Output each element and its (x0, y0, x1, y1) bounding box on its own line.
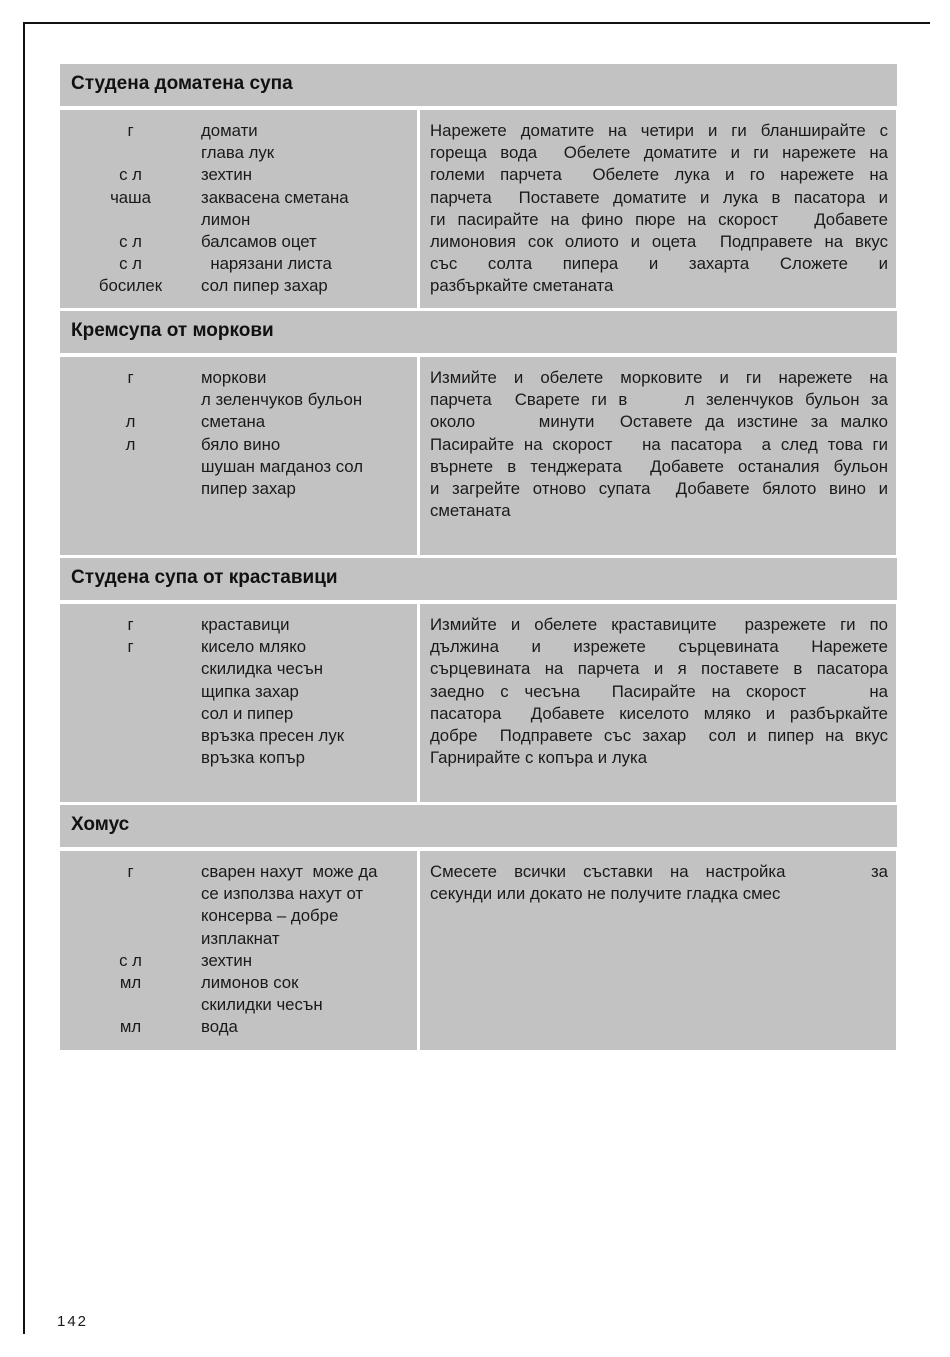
recipe-title: Студена доматена супа (60, 64, 897, 106)
ingredient-row (60, 905, 417, 927)
instruction-line: добре Подправете със захар сол и пипер на вкус (430, 725, 888, 745)
instruction-line: Гарнирайте с копъра и лука (430, 748, 648, 768)
instruction-line: дължина и изрежете сърцевината Нарежете (430, 637, 888, 657)
ingredient-row (60, 411, 417, 433)
instruction-line: Смесете всички съставки на настройка за (430, 862, 888, 881)
instruction-line: секунди или докато не получите гладка смес (430, 884, 781, 904)
recipe-carrot-cream-soup (60, 311, 897, 555)
recipe-body (60, 110, 897, 308)
ingredient-quantity (60, 456, 201, 478)
ingredients-list (60, 110, 417, 308)
ingredient-name: пипер захар (201, 478, 296, 498)
recipe-body (60, 357, 897, 555)
instructions-text (420, 604, 896, 802)
ingredient-name: сметана (201, 412, 266, 432)
ingredient-row (60, 658, 417, 680)
ingredient-row (60, 972, 417, 994)
ingredient-name: заквасена сметана (201, 187, 349, 207)
ingredient-name: краставици (201, 615, 290, 634)
ingredient-quantity: босилек (98, 276, 163, 296)
recipe-title: Студена супа от краставици (60, 558, 897, 600)
ingredient-quantity (60, 883, 201, 905)
instruction-line: върнете в тенджерата Добавете останалия бульон (430, 456, 888, 476)
ingredient-name: връзка копър (201, 748, 305, 768)
page-frame-top-border (24, 22, 930, 24)
ingredient-row (60, 120, 417, 142)
ingredient-name: изплакнат (201, 928, 280, 948)
instruction-line: парчета Поставете доматите и лука в пасатора и (430, 187, 888, 207)
ingredient-quantity: г (127, 121, 134, 140)
ingredient-row (60, 187, 417, 209)
ingredient-name: глава лук (201, 143, 275, 163)
ingredient-quantity: чаша (110, 187, 151, 207)
ingredient-name: консерва – добре (201, 906, 339, 926)
instruction-line: Нарежете доматите на четири и ги бланширайте с (430, 121, 888, 140)
ingredient-quantity: с л (119, 231, 142, 251)
ingredient-name: бяло вино (201, 434, 281, 454)
ingredient-name: нарязани листа (201, 254, 332, 274)
ingredient-name: се използва нахут от (201, 884, 364, 904)
instruction-line: Пасирайте на скорост на пасатора а след това ги (430, 434, 888, 454)
ingredient-quantity (60, 725, 201, 747)
ingredient-quantity (60, 928, 201, 950)
page-frame-left-border (23, 22, 25, 1334)
instruction-line: около минути Оставете да изстине за малко (430, 412, 888, 432)
instructions-text (420, 851, 896, 1050)
instruction-line: заедно с чесъна Пасирайте на скорост на (430, 681, 888, 701)
ingredient-name: шушан магданоз сол (201, 456, 364, 476)
ingredient-name: скилидка чесън (201, 659, 323, 679)
ingredient-row (60, 725, 417, 747)
ingredient-quantity (60, 209, 201, 231)
ingredient-name: л зеленчуков бульон (201, 390, 363, 410)
ingredient-row (60, 231, 417, 253)
ingredient-row (60, 636, 417, 658)
ingredient-quantity (60, 905, 201, 927)
recipe-cold-tomato-soup (60, 64, 897, 308)
ingredient-name: лимонов сок (201, 972, 299, 992)
ingredient-quantity (60, 747, 201, 769)
ingredient-name: щипка захар (201, 681, 299, 701)
ingredient-row (60, 994, 417, 1016)
ingredient-name: сол пипер захар (201, 276, 328, 296)
ingredient-name: скилидки чесън (201, 995, 323, 1015)
ingredient-quantity: мл (119, 1017, 142, 1037)
ingredient-quantity: г (127, 637, 134, 657)
ingredient-quantity: мл (119, 972, 142, 992)
ingredient-name: лимон (201, 209, 251, 229)
ingredient-row (60, 747, 417, 769)
instructions-text (420, 110, 896, 308)
ingredient-name: вода (201, 1017, 238, 1037)
ingredient-row (60, 614, 417, 636)
recipe-cold-cucumber-soup (60, 558, 897, 802)
instruction-line: и загрейте отново супата Добавете бялото вино и (430, 478, 888, 498)
instruction-line: пасатора Добавете киселото мляко и разбъркайте (430, 703, 888, 723)
ingredient-name: зехтин (201, 950, 252, 970)
ingredient-quantity: с л (119, 165, 142, 185)
ingredient-row (60, 367, 417, 389)
ingredient-row (60, 1016, 417, 1038)
ingredient-row (60, 928, 417, 950)
recipe-body (60, 851, 897, 1050)
instructions-text (420, 357, 896, 555)
ingredient-quantity (60, 142, 201, 164)
instruction-line: ги пасирайте на фино пюре на скорост Добавете (430, 209, 888, 229)
ingredient-quantity: г (127, 615, 134, 634)
ingredient-row (60, 142, 417, 164)
instruction-line: гореща вода Обелете доматите и ги нарежете на (430, 143, 888, 163)
recipe-body (60, 604, 897, 802)
recipe-title: Хомус (60, 805, 897, 847)
instruction-line: сметаната (430, 501, 511, 521)
ingredient-name: кисело мляко (201, 637, 307, 657)
ingredient-row (60, 209, 417, 231)
recipe-hummus (60, 805, 897, 1050)
instruction-line: сърцевината на парчета и я поставете в пасатора (430, 659, 888, 679)
ingredient-name: връзка пресен лук (201, 725, 345, 745)
instruction-line: разбъркайте сметаната (430, 276, 614, 296)
ingredient-row (60, 456, 417, 478)
ingredient-row (60, 275, 417, 297)
ingredient-name: сварен нахут може да (201, 862, 378, 881)
ingredient-quantity (60, 478, 201, 500)
ingredient-quantity: г (127, 862, 134, 881)
ingredient-quantity: л (125, 412, 136, 432)
ingredients-list (60, 851, 417, 1050)
instruction-line: Измийте и обелете морковите и ги нарежете на (430, 368, 888, 387)
ingredient-row (60, 703, 417, 725)
ingredient-name: балсамов оцет (201, 231, 317, 251)
instruction-line: лимоновия сок олиото и оцета Подправете на вкус (430, 231, 888, 251)
ingredient-row (60, 478, 417, 500)
ingredient-quantity: г (127, 368, 134, 387)
ingredient-name: домати (201, 121, 258, 140)
ingredient-name: моркови (201, 368, 267, 387)
ingredient-row (60, 389, 417, 411)
ingredient-quantity (60, 681, 201, 703)
instruction-line: със солта пипера и захарта Сложете и (430, 254, 888, 274)
instruction-line: Измийте и обелете краставиците разрежете ги по (430, 615, 888, 634)
ingredient-row (60, 883, 417, 905)
ingredient-quantity: с л (119, 950, 142, 970)
ingredient-quantity (60, 994, 201, 1016)
ingredient-quantity (60, 389, 201, 411)
ingredient-row (60, 861, 417, 883)
ingredient-quantity: л (125, 434, 136, 454)
ingredient-row (60, 950, 417, 972)
instruction-line: парчета Сварете ги в л зеленчуков бульон за (430, 390, 888, 410)
page-number: 142 (57, 1313, 89, 1330)
ingredient-quantity (60, 658, 201, 680)
ingredient-row (60, 434, 417, 456)
ingredient-name: сол и пипер (201, 703, 294, 723)
ingredient-quantity: с л (119, 254, 142, 274)
ingredient-row (60, 681, 417, 703)
ingredient-row (60, 164, 417, 186)
ingredient-quantity (60, 703, 201, 725)
instruction-line: големи парчета Обелете лука и го нарежете на (430, 165, 888, 185)
ingredients-list (60, 357, 417, 555)
ingredients-list (60, 604, 417, 802)
ingredient-name: зехтин (201, 165, 252, 185)
recipe-title: Кремсупа от моркови (60, 311, 897, 353)
ingredient-row (60, 253, 417, 275)
